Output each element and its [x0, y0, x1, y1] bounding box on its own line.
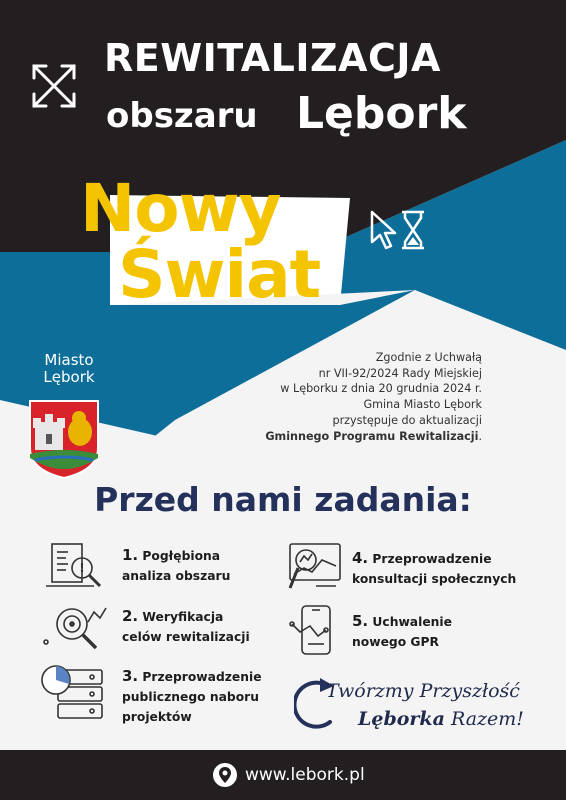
task-item-5: 5. Uchwalenie nowego GPR — [352, 612, 452, 649]
intro-line: przystępuje do aktualizacji — [332, 413, 482, 427]
hero-line-1: Nowy — [80, 170, 281, 247]
city-label — [24, 352, 114, 386]
target-magnifier-icon — [42, 602, 110, 652]
title-line-2-city: Lębork — [296, 88, 467, 139]
intro-line: Gmina Miasto Lębork — [363, 398, 482, 412]
title-line-2-prefix: obszaru — [106, 96, 258, 136]
intro-line: Zgodnie z Uchwałą — [375, 351, 482, 364]
document-magnifier-icon — [42, 540, 110, 590]
footer-bar — [0, 750, 566, 800]
intro-line: w Lęborku z dnia 20 grudnia 2024 r. — [280, 382, 482, 396]
task-number: 5. — [352, 612, 369, 630]
database-pie-icon — [40, 660, 108, 724]
task-number: 1. — [122, 546, 139, 564]
tasks-heading: Przed nami zadania: — [94, 480, 472, 519]
move-arrows-icon — [24, 56, 84, 116]
hero-line-2: Świat — [118, 236, 321, 313]
coat-of-arms-icon — [27, 398, 101, 480]
slogan-line-2: Lęborka Razem! — [358, 708, 524, 730]
task-item-1: 1. Pogłębiona analiza obszaru — [122, 546, 231, 583]
intro-paragraph — [250, 350, 482, 444]
slogan-line-1: Twórzmy Przyszłość — [326, 680, 520, 702]
task-item-3: 3. Przeprowadzenie publicznego naboru projektów — [122, 667, 262, 724]
location-pin-icon — [212, 762, 238, 788]
slogan-city: Lęborka — [358, 708, 445, 730]
city-label-line-2: Lębork — [43, 368, 95, 386]
task-item-2: 2. Weryfikacja celów rewitalizacji — [122, 607, 250, 644]
phone-chart-icon — [288, 604, 340, 658]
chart-magnifier-icon — [286, 540, 344, 592]
website-link[interactable]: www.lebork.pl — [245, 765, 365, 785]
task-number: 3. — [122, 667, 139, 685]
intro-line: nr VII-92/2024 Rady Miejskiej — [318, 366, 482, 380]
task-number: 2. — [122, 607, 139, 625]
cursor-hourglass-icon — [368, 208, 430, 254]
intro-line-bold: Gminnego Programu Rewitalizacji. — [265, 429, 482, 443]
task-item-4: 4. Przeprowadzenie konsultacji społecznych — [352, 549, 517, 586]
svg-text:!: ! — [79, 561, 85, 575]
program-name: Gminnego Programu Rewitalizacji — [265, 429, 479, 443]
city-label-line-1: Miasto — [44, 351, 94, 369]
title-line-1: REWITALIZACJA — [104, 36, 441, 80]
task-number: 4. — [352, 549, 369, 567]
